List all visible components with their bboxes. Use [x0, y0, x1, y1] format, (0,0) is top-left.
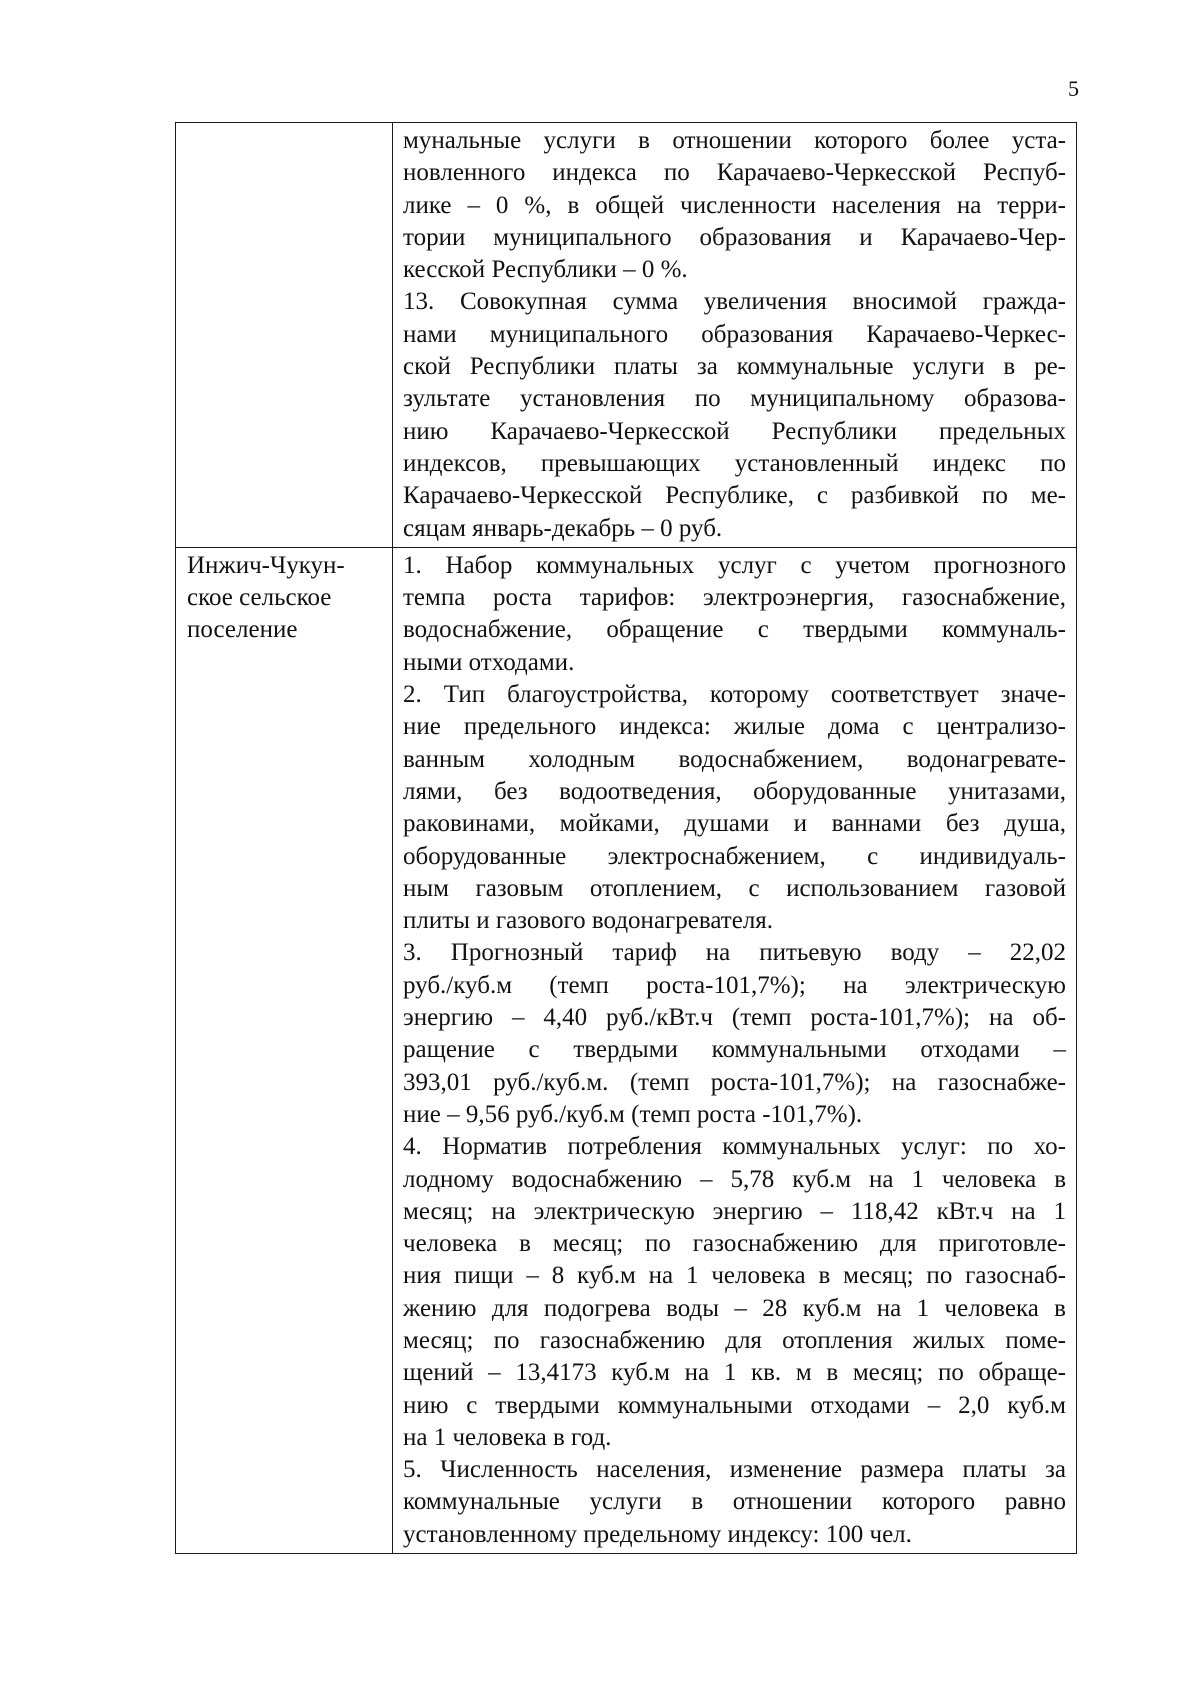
- municipality-name-line: ское сельское: [187, 584, 332, 612]
- text-line: ванным холодным водоснабжением, водонагревате-: [403, 745, 1066, 773]
- description-cell: [393, 123, 1077, 548]
- text-line: ным газовым отоплением, с использованием газовой: [403, 874, 1066, 902]
- municipality-cell: [176, 123, 393, 548]
- text-line: месяц; по газоснабжению для отопления жилых поме-: [403, 1326, 1066, 1354]
- text-line: индексов, превышающих установленный индекс по: [403, 449, 1066, 477]
- text-line: ние предельного индекса: жилые дома с централизо-: [403, 713, 1066, 741]
- text-line: лике – 0 %, в общей численности населения на терри-: [403, 191, 1066, 219]
- text-line: ращение с твердыми коммунальными отходами –: [403, 1036, 1066, 1064]
- text-line: нами муниципального образования Карачаево-Черкес-: [403, 320, 1066, 348]
- text-line: 1. Набор коммунальных услуг с учетом прогнозного: [403, 551, 1066, 579]
- text-line: тории муниципального образования и Карачаево-Чер-: [403, 223, 1066, 251]
- table-row: [176, 547, 1077, 1553]
- text-line: нию Карачаево-Черкесской Республики предельных: [403, 417, 1066, 445]
- text-line: ской Республики платы за коммунальные услуги в ре-: [403, 353, 1066, 381]
- text-line: новленного индекса по Карачаево-Черкесской Респуб-: [403, 159, 1066, 187]
- text-line: ния пищи – 8 куб.м на 1 человека в месяц; по газоснаб-: [403, 1262, 1066, 1290]
- text-line: руб./куб.м (темп роста-101,7%); на электрическую: [403, 971, 1066, 999]
- text-line: зультате установления по муниципальному образова-: [403, 385, 1066, 413]
- description-cell: [393, 547, 1077, 1553]
- text-line: ными отходами.: [403, 648, 575, 676]
- text-line: водоснабжение, обращение с твердыми коммуналь-: [403, 616, 1066, 644]
- text-line: сяцам январь-декабрь – 0 руб.: [403, 514, 723, 542]
- text-line: мунальные услуги в отношении которого более уста-: [403, 127, 1066, 154]
- text-line: щений – 13,4173 куб.м на 1 кв. м в месяц; по обраще-: [403, 1359, 1066, 1387]
- text-line: 5. Численность населения, изменение размера платы за: [403, 1456, 1066, 1484]
- text-line: 393,01 руб./куб.м. (темп роста-101,7%); на газоснабже-: [403, 1068, 1066, 1096]
- text-line: нию с твердыми коммунальными отходами – 2,0 куб.м: [403, 1391, 1066, 1419]
- text-line: энергию – 4,40 руб./кВт.ч (темп роста-101,7%); на об-: [403, 1004, 1066, 1032]
- document-table: [175, 122, 1077, 1554]
- municipality-name-line: поселение: [187, 616, 298, 644]
- text-line: коммунальные услуги в отношении которого равно: [403, 1488, 1066, 1516]
- text-line: месяц; на электрическую энергию – 118,42 кВт.ч на 1: [403, 1197, 1066, 1225]
- text-line: 4. Норматив потребления коммунальных услуг: по хо-: [403, 1133, 1066, 1161]
- text-line: оборудованные электроснабжением, с индивидуаль-: [403, 842, 1066, 870]
- page-number: 5: [1068, 76, 1079, 101]
- text-line: плиты и газового водонагревателя.: [403, 907, 774, 935]
- text-line: раковинами, мойками, душами и ваннами без душа,: [403, 810, 1066, 838]
- text-line: жению для подогрева воды – 28 куб.м на 1 человека в: [403, 1294, 1066, 1322]
- municipality-cell: [176, 547, 393, 1553]
- text-line: лодному водоснабжению – 5,78 куб.м на 1 человека в: [403, 1165, 1066, 1193]
- text-line: 13. Совокупная сумма увеличения вносимой гражда-: [403, 288, 1066, 316]
- text-line: человека в месяц; по газоснабжению для приготовле-: [403, 1230, 1066, 1258]
- text-line: на 1 человека в год.: [403, 1423, 612, 1451]
- text-line: темпа роста тарифов: электроэнергия, газоснабжение,: [403, 584, 1066, 612]
- municipality-name: [186, 550, 382, 647]
- text-line: кесской Республики – 0 %.: [403, 256, 688, 284]
- table-row: [176, 123, 1077, 548]
- text-line: 3. Прогнозный тариф на питьевую воду – 22,02: [403, 939, 1066, 967]
- text-line: лями, без водоотведения, оборудованные унитазами,: [403, 777, 1066, 805]
- municipality-name-line: Инжич-Чукун-: [187, 551, 345, 579]
- text-line: Карачаево-Черкесской Республике, с разбивкой по ме-: [403, 482, 1066, 510]
- text-line: установленному предельному индексу: 100 чел.: [403, 1520, 912, 1548]
- text-line: 2. Тип благоустройства, которому соответствует значе-: [403, 681, 1066, 709]
- text-line: ние – 9,56 руб./куб.м (темп роста -101,7%).: [403, 1100, 863, 1128]
